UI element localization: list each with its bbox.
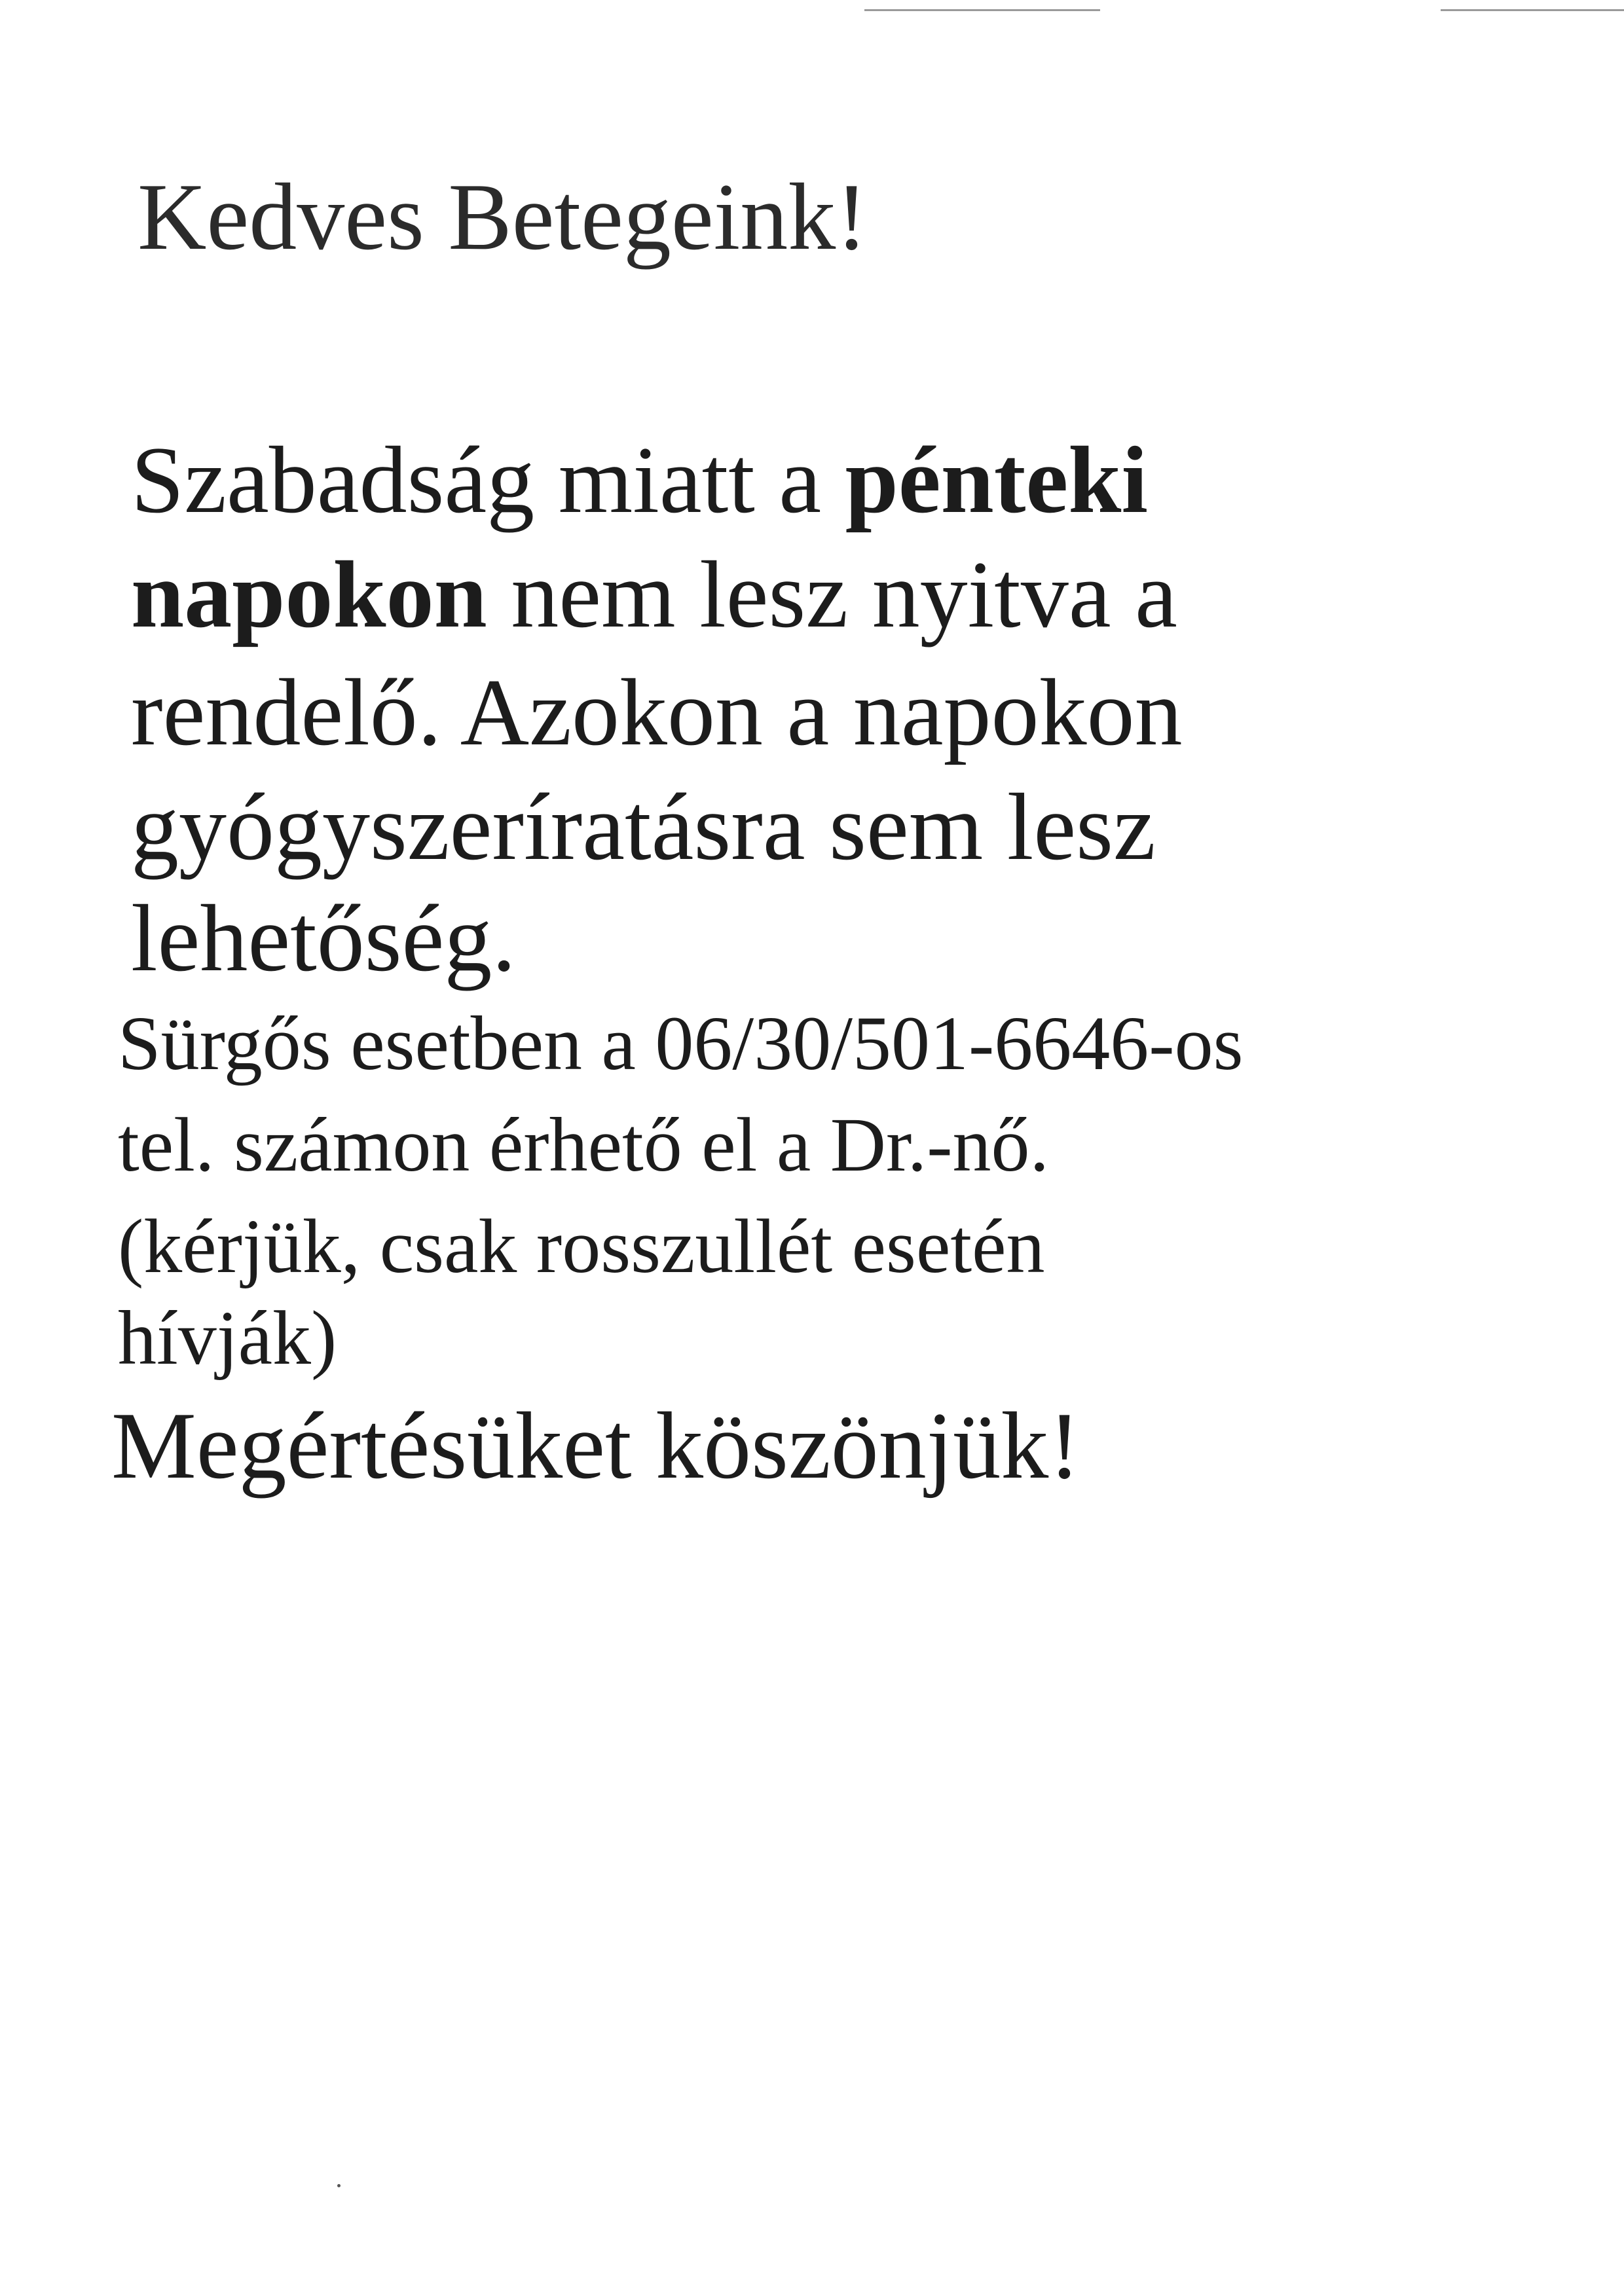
emergency-line-4: hívják) xyxy=(118,1295,337,1381)
closure-text: nem lesz nyitva a xyxy=(487,541,1177,647)
closure-bold-text: pénteki xyxy=(845,427,1148,533)
closure-text: Szabadság miatt a xyxy=(131,427,845,533)
closure-line-1 xyxy=(131,427,1148,533)
emergency-line-2: tel. számon érhető el a Dr.-nő. xyxy=(118,1102,1050,1188)
notice-greeting: Kedves Betegeink! xyxy=(138,164,868,270)
closing-line: Megértésüket köszönjük! xyxy=(111,1393,1080,1499)
emergency-line-1: Sürgős esetben a 06/30/501-6646-os xyxy=(118,1000,1244,1086)
closure-line-2 xyxy=(131,541,1177,647)
closure-line-5: lehetőség. xyxy=(131,885,516,991)
closure-line-4: gyógyszeríratásra sem lesz xyxy=(131,774,1156,880)
emergency-line-3: (kérjük, csak rosszullét esetén xyxy=(118,1203,1045,1289)
closure-bold-text: napokon xyxy=(131,541,487,647)
closure-line-3: rendelő. Azokon a napokon xyxy=(131,659,1183,765)
